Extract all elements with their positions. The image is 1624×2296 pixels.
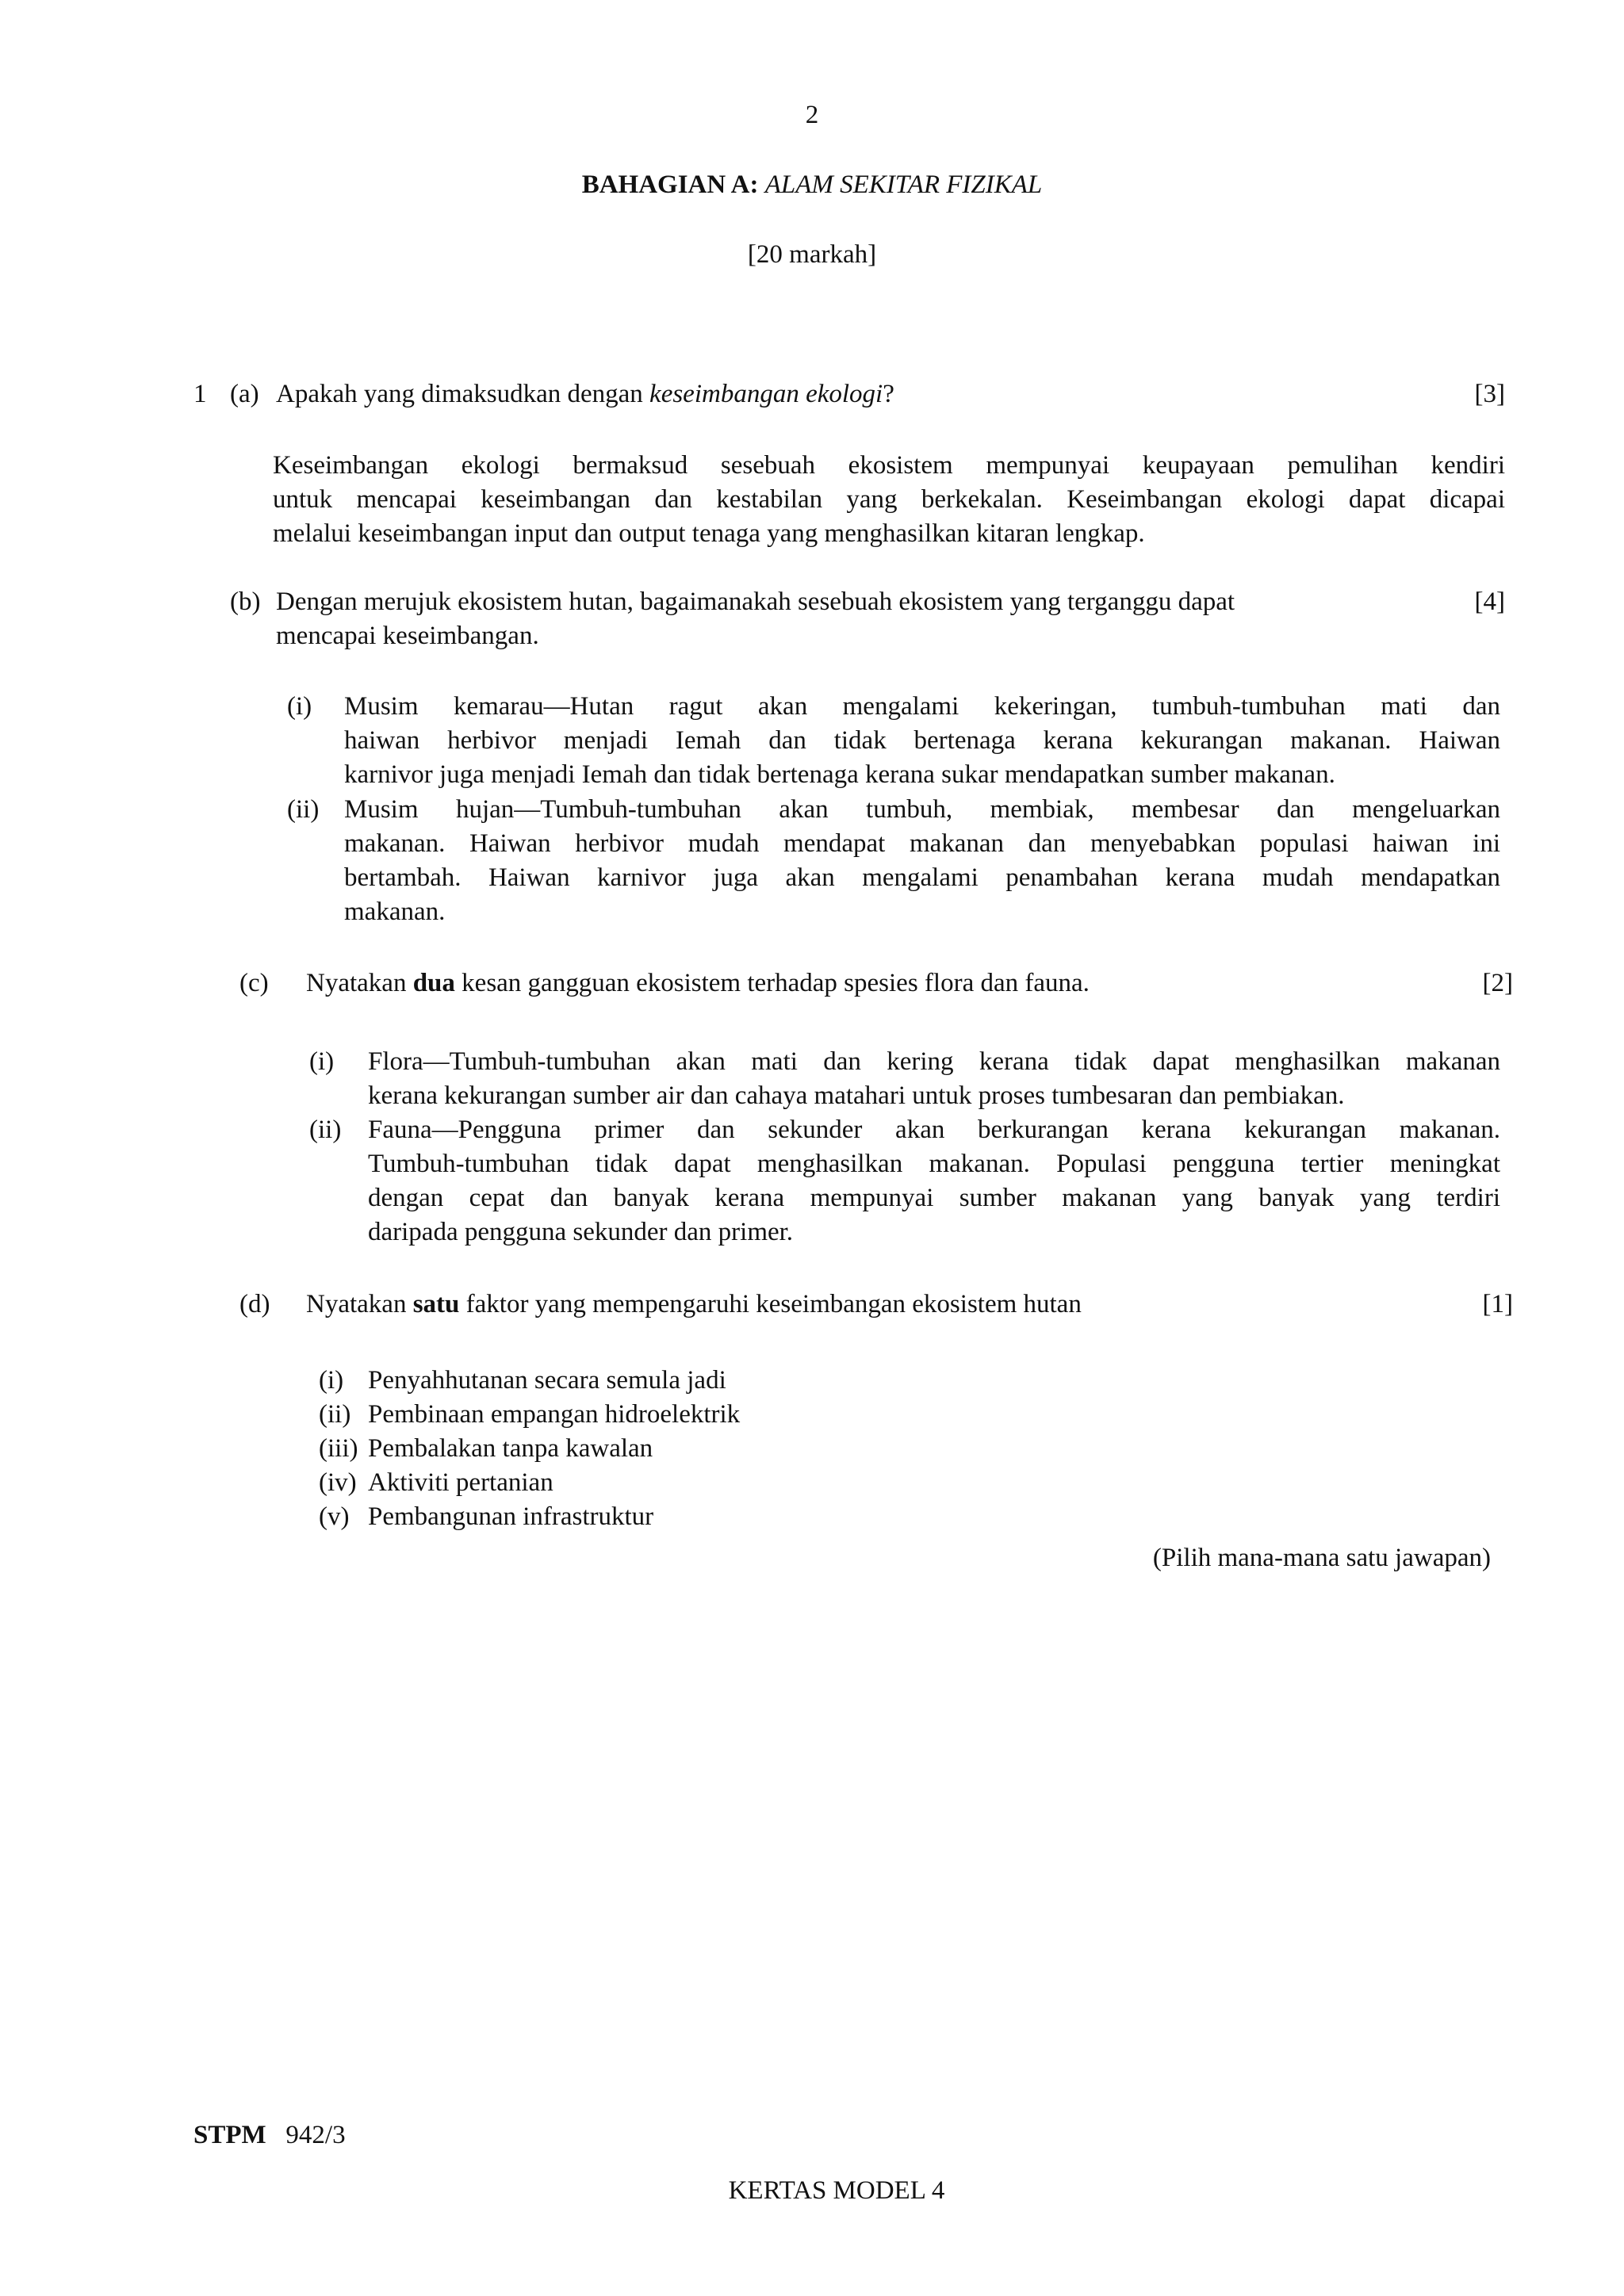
part-c-answer-ii	[368, 1113, 1500, 1249]
part-b-label: (b)	[230, 587, 261, 616]
part-c-answer-ii-label: (ii)	[309, 1115, 342, 1144]
answer-line: Musim hujan—Tumbuh-tumbuhan akan tumbuh, membiak, membesar dan mengeluarkan	[344, 795, 1500, 824]
footer-code-bold: STPM	[193, 2121, 266, 2149]
answer-note: (Pilih mana-mana satu jawapan)	[1152, 1544, 1491, 1572]
part-a-label: (a)	[230, 380, 259, 408]
part-c-text-before: Nyatakan	[306, 969, 413, 997]
part-b-answer-ii	[344, 793, 1500, 929]
section-title: ALAM SEKITAR FIZIKAL	[764, 170, 1043, 199]
part-b-answer-i-label: (i)	[287, 692, 312, 721]
answer-line: Flora—Tumbuh-tumbuhan akan mati dan kering kerana tidak dapat menghasilkan makanan	[368, 1047, 1500, 1076]
answer-item-label: (iv)	[319, 1468, 357, 1497]
footer-code	[193, 2118, 346, 2152]
answer-line: Fauna—Pengguna primer dan sekunder akan berkurangan kerana kekurangan makanan.	[368, 1115, 1500, 1144]
part-a-answer	[273, 449, 1505, 551]
answer-item-label: (i)	[319, 1366, 344, 1395]
answer-item-label: (v)	[319, 1502, 350, 1531]
answer-line: makanan. Haiwan herbivor mudah mendapat makanan dan menyebabkan populasi haiwan ini	[344, 829, 1500, 858]
answer-line: daripada pengguna sekunder dan primer.	[368, 1218, 794, 1246]
part-b-answer-i	[344, 690, 1500, 792]
answer-item-label: (ii)	[319, 1400, 351, 1429]
answer-item-text: Penyahhutanan secara semula jadi	[368, 1366, 726, 1395]
part-d-label: (d)	[239, 1290, 270, 1318]
question-number: 1	[193, 380, 207, 408]
answer-line: karnivor juga menjadi Iemah dan tidak bertenaga kerana sukar mendapatkan sumber makanan.	[344, 760, 1335, 789]
part-b-marks: [4]	[1474, 587, 1505, 616]
answer-line: haiwan herbivor menjadi Iemah dan tidak bertenaga kerana kekurangan makanan. Haiwan	[344, 726, 1500, 755]
answer-line: Musim kemarau—Hutan ragut akan mengalami kekeringan, tumbuh-tumbuhan mati dan	[344, 692, 1500, 721]
answer-item-text: Pembangunan infrastruktur	[368, 1502, 654, 1531]
section-marks: [20 markah]	[747, 240, 877, 269]
part-a-text-before: Apakah yang dimaksudkan dengan	[276, 380, 650, 408]
part-c-answer-i-label: (i)	[309, 1047, 335, 1076]
part-d-marks: [1]	[1482, 1290, 1513, 1318]
part-c-marks: [2]	[1482, 969, 1513, 997]
part-c-question	[306, 966, 1090, 1001]
part-c-emphasis: dua	[412, 969, 455, 997]
answer-line: melalui keseimbangan input dan output tenaga yang menghasilkan kitaran lengkap.	[273, 519, 1145, 548]
part-a-marks: [3]	[1474, 380, 1505, 408]
part-d-text-after: faktor yang mempengaruhi keseimbangan ekosistem hutan	[459, 1290, 1082, 1318]
part-a-term: keseimbangan ekologi	[649, 380, 883, 408]
answer-line: Tumbuh-tumbuhan tidak dapat menghasilkan makanan. Populasi pengguna tertier meningkat	[368, 1150, 1500, 1178]
part-d-emphasis: satu	[412, 1290, 460, 1318]
part-d-question	[306, 1288, 1082, 1322]
part-b-question-line2: mencapai keseimbangan.	[276, 622, 539, 650]
answer-line: untuk mencapai keseimbangan dan kestabilan yang berkekalan. Keseimbangan ekologi dapat dicapai	[273, 485, 1505, 514]
page-number: 2	[805, 101, 819, 129]
answer-line: kerana kekurangan sumber air dan cahaya matahari untuk proses tumbesaran dan pembiakan.	[368, 1081, 1345, 1110]
section-heading	[0, 168, 1624, 202]
answer-line: bertambah. Haiwan karnivor juga akan mengalami penambahan kerana mudah mendapatkan	[344, 863, 1500, 892]
footer-paper-title: KERTAS MODEL 4	[728, 2176, 945, 2205]
answer-item-text: Pembalakan tanpa kawalan	[368, 1434, 653, 1463]
answer-line: makanan.	[344, 897, 446, 926]
answer-item-text: Aktiviti pertanian	[368, 1468, 553, 1497]
part-b-answer-ii-label: (ii)	[287, 795, 320, 824]
part-c-text-after: kesan gangguan ekosistem terhadap spesies flora dan fauna.	[454, 969, 1090, 997]
part-a-text-after: ?	[883, 380, 894, 408]
part-b-question-line1: Dengan merujuk ekosistem hutan, bagaimanakah sesebuah ekosistem yang terganggu dapat	[276, 587, 1235, 616]
part-d-text-before: Nyatakan	[306, 1290, 413, 1318]
answer-item-label: (iii)	[319, 1434, 358, 1463]
footer-code-number: 942/3	[285, 2121, 346, 2149]
section-label: BAHAGIAN A:	[581, 170, 759, 199]
part-c-label: (c)	[239, 969, 269, 997]
answer-line: Keseimbangan ekologi bermaksud sesebuah ekosistem mempunyai keupayaan pemulihan kendiri	[273, 451, 1505, 480]
answer-line: dengan cepat dan banyak kerana mempunyai sumber makanan yang banyak yang terdiri	[368, 1184, 1500, 1212]
answer-item-text: Pembinaan empangan hidroelektrik	[368, 1400, 741, 1429]
part-c-answer-i	[368, 1045, 1500, 1113]
part-a-question	[276, 377, 894, 411]
